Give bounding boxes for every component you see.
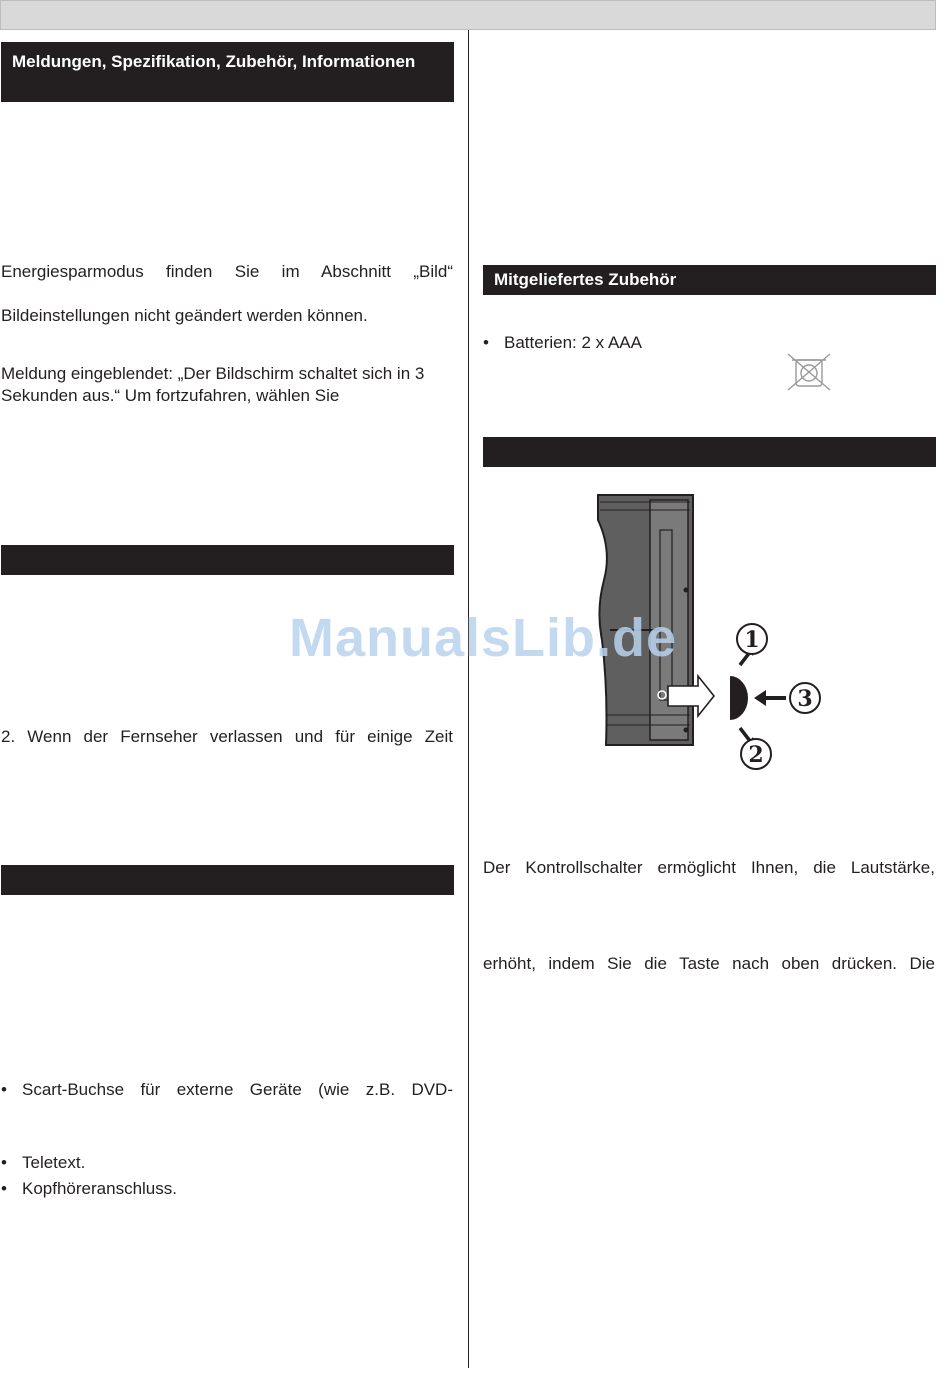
callout-label: 3 <box>797 686 813 712</box>
column-divider <box>468 30 469 1368</box>
section-header-accessories <box>483 265 936 295</box>
bullet-dot: • <box>1 1153 7 1172</box>
list-item-text: Batterien: 2 x AAA <box>504 333 642 352</box>
paragraph-line: Bildeinstellungen nicht geändert werden können. <box>1 306 368 325</box>
page-header-bar <box>0 0 936 30</box>
callout-1 <box>737 624 767 654</box>
paragraph-line: 2. Wenn der Fernseher verlassen und für einige Zeit <box>1 727 453 746</box>
paragraph-line: Sekunden aus.“ Um fortzufahren, wählen Sie <box>1 386 340 405</box>
callout-2 <box>741 739 771 769</box>
crossed-out-battery-bin-icon <box>784 352 834 392</box>
callout-label: 2 <box>748 742 764 768</box>
paragraph-line: Der Kontrollschalter ermöglicht Ihnen, die Lautstärke, <box>483 858 935 877</box>
section-header-blank <box>1 865 454 895</box>
callout-label: 1 <box>744 627 760 653</box>
control-button <box>730 676 748 720</box>
list-item-text: Teletext. <box>22 1153 86 1172</box>
list-item-text: Kopfhöreranschluss. <box>22 1179 177 1198</box>
bullet-dot: • <box>1 1080 7 1099</box>
paragraph-line: Meldung eingeblendet: „Der Bildschirm schaltet sich in 3 <box>1 364 425 383</box>
paragraph-line: erhöht, indem Sie die Taste nach oben drücken. Die <box>483 954 935 973</box>
section-header-blank <box>1 545 454 575</box>
list-item-text: Scart-Buchse für externe Geräte (wie z.B. DVD- <box>22 1080 453 1099</box>
bullet-dot: • <box>1 1179 7 1198</box>
section-header-blank <box>483 437 936 467</box>
tv-side-illustration <box>598 495 693 745</box>
callout-3 <box>790 683 820 713</box>
bullet-dot: • <box>483 333 489 352</box>
section-title: Mitgeliefertes Zubehör <box>494 270 677 289</box>
paragraph-line: Energiesparmodus finden Sie im Abschnitt „Bild“ <box>1 262 453 281</box>
watermark-text: ManualsLib.de <box>289 608 678 668</box>
control-switch-diagram <box>590 490 830 775</box>
section-title: Meldungen, Spezifikation, Zubehör, Informationen <box>12 52 416 71</box>
section-header-notices <box>1 42 454 102</box>
